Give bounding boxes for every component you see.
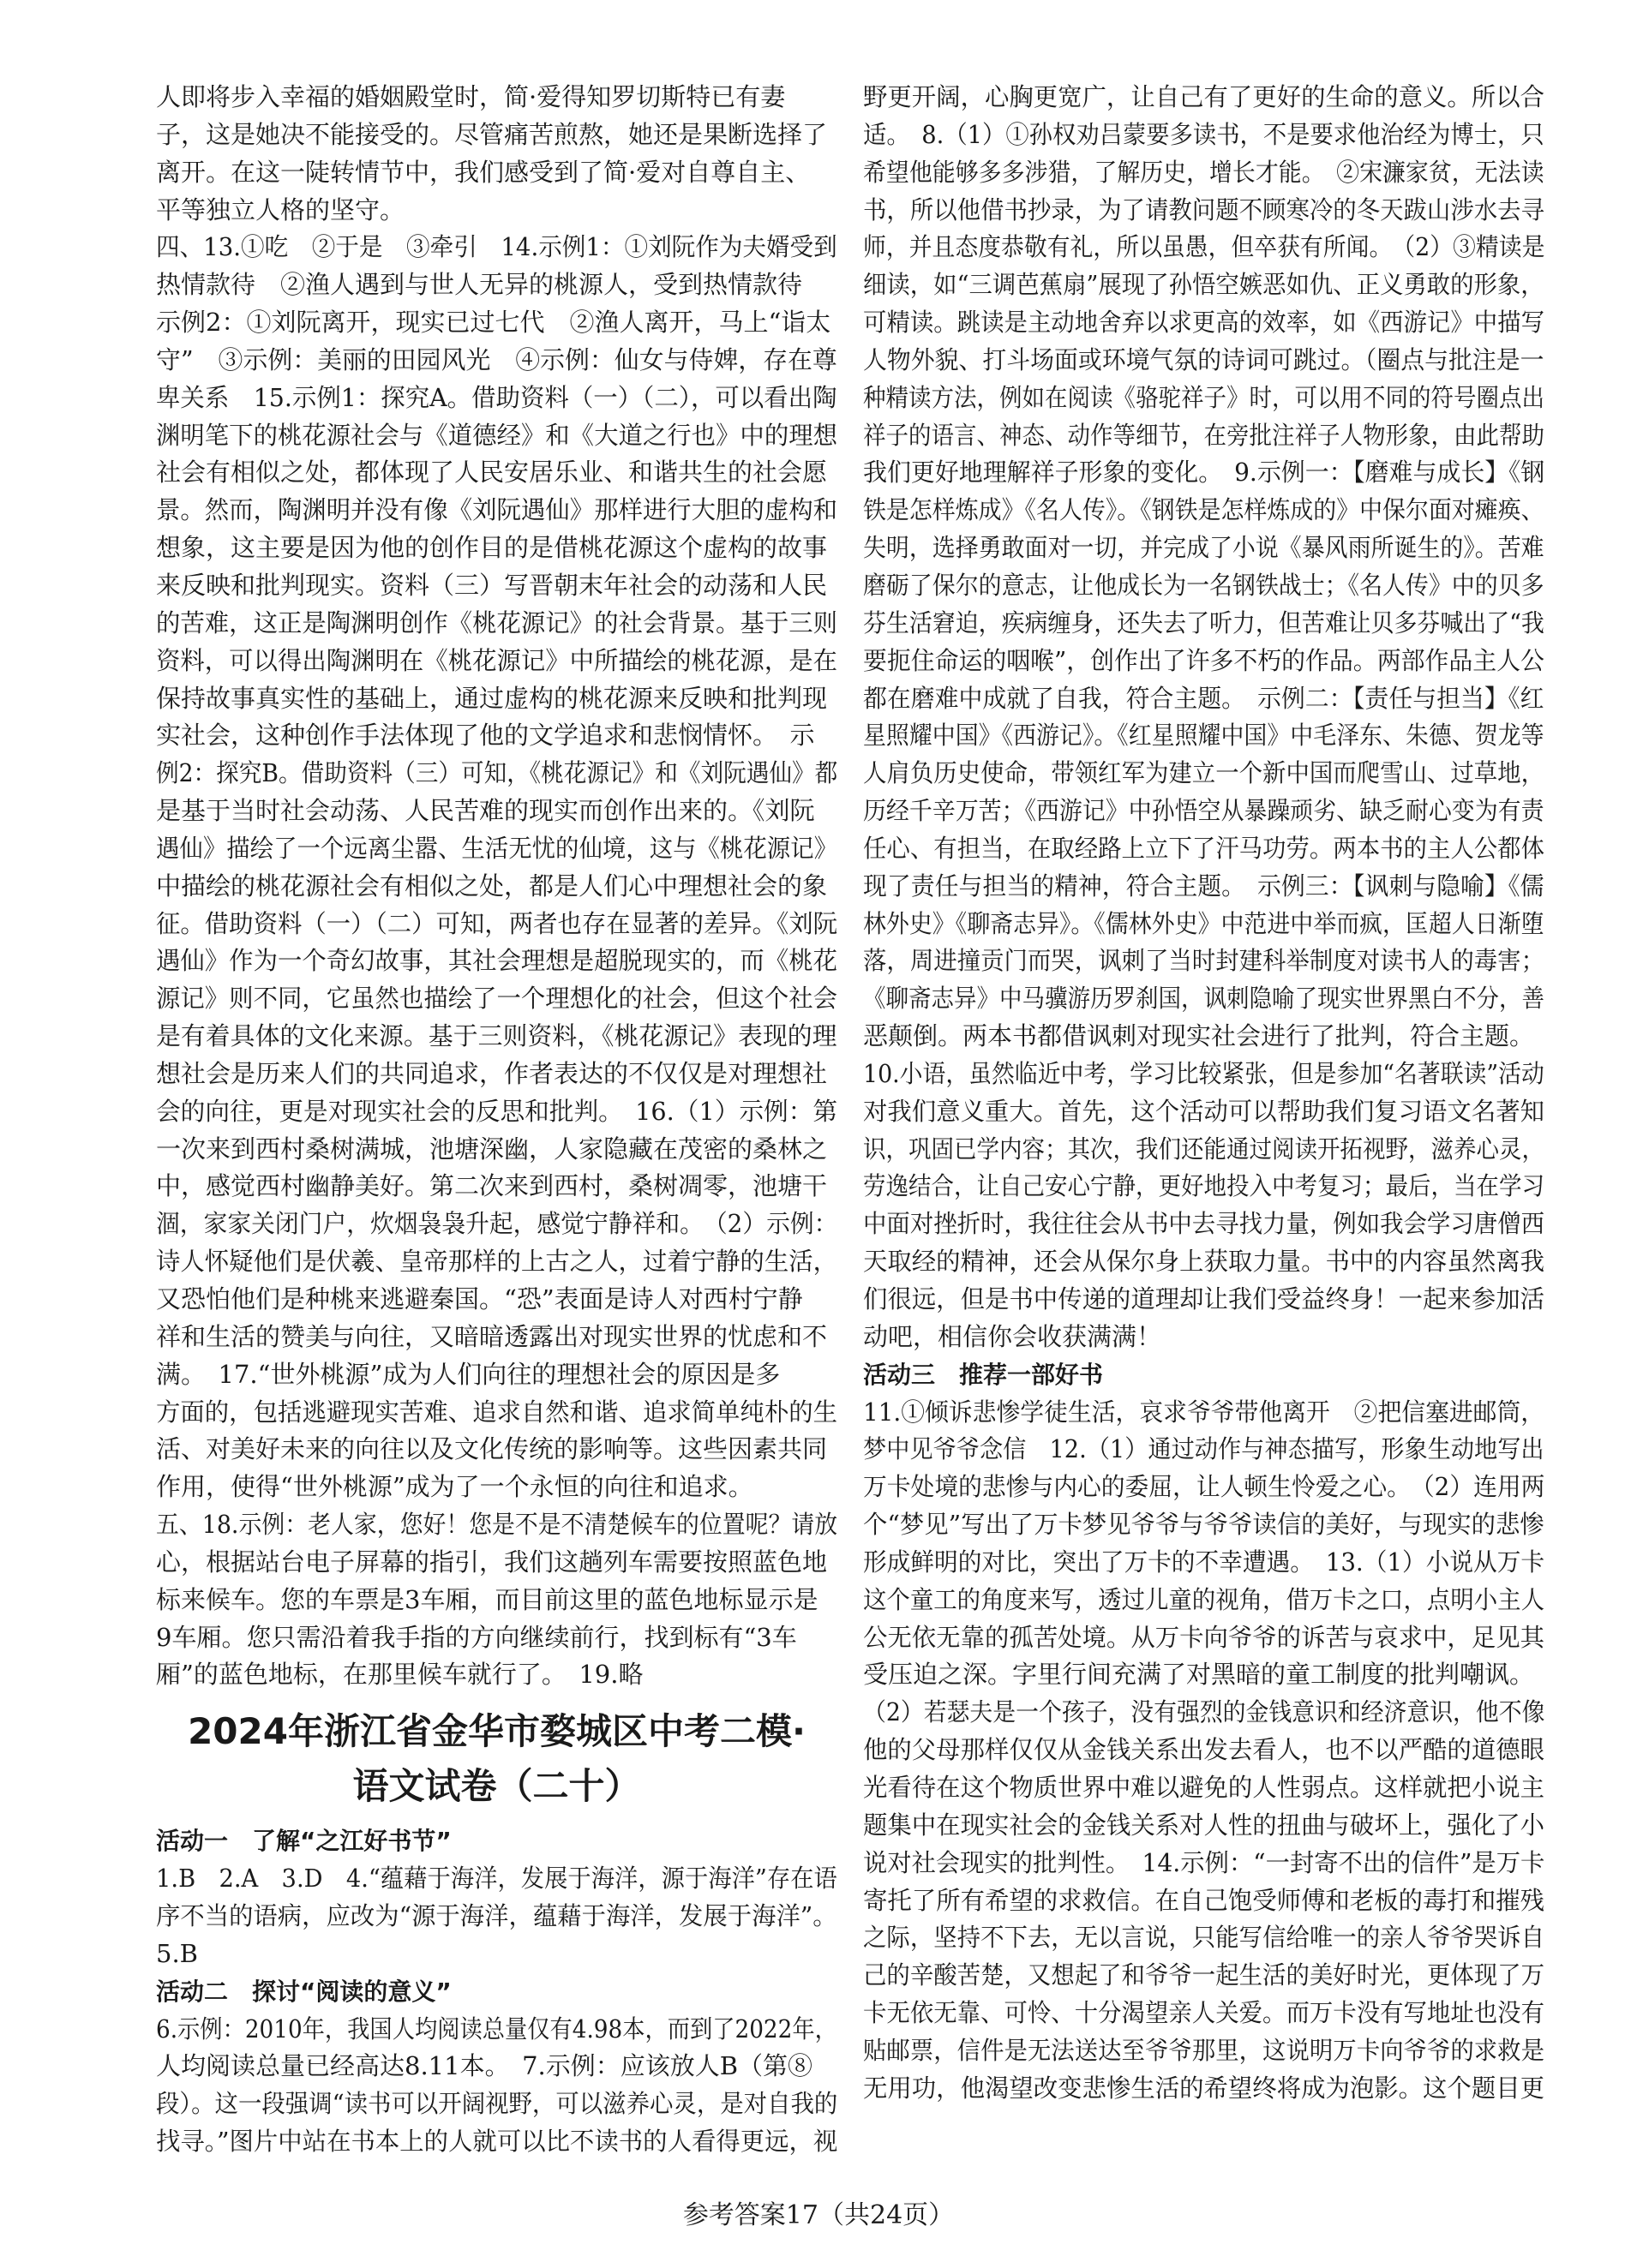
text-line: 社会有相似之处，都体现了人民安居乐业、和谐共生的社会愿 bbox=[156, 458, 828, 488]
activity-one-heading: 活动一 了解“之江好书节” bbox=[156, 1827, 452, 1856]
text-line: 寄托了所有希望的求救信。在自己饱受师傅和老板的毒打和摧残 bbox=[863, 1885, 1545, 1915]
activity-three-answers bbox=[863, 1394, 1544, 2108]
text-line: 活、对美好未来的向往以及文化传统的影响等。这些因素共同 bbox=[156, 1434, 828, 1464]
text-line: 的苦难，这正是陶渊明创作《桃花源记》的社会背景。基于三则 bbox=[156, 607, 838, 637]
text-line: 恶颠倒。两本书都借讽刺对现实社会进行了批判，符合主题。 bbox=[863, 1021, 1535, 1051]
right-column bbox=[863, 79, 1544, 2108]
text-line: 落，周进撞贡门而哭，讽刺了当时封建科举制度对读书人的毒害； bbox=[863, 946, 1545, 976]
text-line: 会的向往，更是对现实社会的反思和批判。 16.（1）示例：第 bbox=[156, 1096, 838, 1126]
text-line: 四、13.①吃 ②于是 ③牵引 14.示例1：①刘阮作为夫婿受到 bbox=[156, 232, 837, 262]
exam-title-line-1: 2024年浙江省金华市婺城区中考二模· bbox=[188, 1710, 806, 1753]
text-line: 己的辛酸苦楚，又想起了和爷爷一起生活的美好时光，更体现了万 bbox=[863, 1960, 1545, 1990]
text-line: 资料，可以得出陶渊明在《桃花源记》中所描绘的桃花源，是在 bbox=[156, 645, 838, 675]
page-footer: 参考答案17（共24页） bbox=[682, 2200, 955, 2230]
text-line: 源记》则不同，它虽然也描绘了一个理想化的社会，但这个社会 bbox=[156, 984, 838, 1014]
answer-block-section-four bbox=[156, 229, 837, 1506]
text-line: 动吧，相信你会收获满满！ bbox=[863, 1321, 1162, 1351]
text-line: 劳逸结合，让自己安心宁静，更好地投入中考复习；最后，当在学习 bbox=[863, 1171, 1545, 1201]
text-line: 满。 17.“世外桃源”成为人们向往的理想社会的原因是多 bbox=[156, 1359, 781, 1389]
text-line: 磨砺了保尔的意志，让他成长为一名钢铁战士；《名人传》中的贝多 bbox=[863, 570, 1544, 600]
text-line: 子，这是她决不能接受的。尽管痛苦煎熬，她还是果断选择了 bbox=[156, 119, 828, 149]
text-line: 离开。在这一陡转情节中，我们感受到了简·爱对自尊自主、 bbox=[156, 157, 811, 187]
text-line: 中，感觉西村幽静美好。第二次来到西村，桑树凋零，池塘干 bbox=[156, 1171, 828, 1201]
text-line: 我们更好地理解祥子形象的变化。 9.示例一：【磨难与成长】《钢 bbox=[863, 458, 1545, 488]
text-line: 1.B 2.A 3.D 4.“蕴藉于海洋，发展于海洋，源于海洋”存在语 bbox=[156, 1864, 837, 1894]
text-line: 9车厢。您只需沿着我手指的方向继续前行，找到标有“3车 bbox=[156, 1622, 797, 1652]
text-line: 天取经的精神，还会从保尔身上获取力量。书中的内容虽然离我 bbox=[863, 1247, 1545, 1277]
text-line: 芬生活窘迫，疾病缠身，还失去了听力，但苦难让贝多芬喊出了“我 bbox=[863, 607, 1544, 637]
text-line: 征。借助资料（一）（二）可知，两者也存在显著的差异。《刘阮 bbox=[156, 908, 838, 938]
text-line: 们很远，但是书中传递的道理却让我们受益终身！一起来参加活 bbox=[863, 1284, 1545, 1314]
activity-two-answers bbox=[156, 2011, 837, 2161]
text-line: 是基于当时社会动荡、人民苦难的现实而创作出来的。《刘阮 bbox=[156, 796, 815, 826]
text-line: 现了责任与担当的精神，符合主题。 示例三：【讽刺与隐喻】《儒 bbox=[863, 871, 1544, 901]
text-line: 诗人怀疑他们是伏羲、皇帝那样的上古之人，过着宁静的生活， bbox=[156, 1247, 838, 1277]
text-line: 想社会是历来人们的共同追求，作者表达的不仅仅是对理想社 bbox=[156, 1058, 828, 1088]
text-line: 希望他能够多多涉猎，了解历史，增长才能。 ②宋濂家贫，无法读 bbox=[863, 157, 1544, 187]
text-line: 作用，使得“世外桃源”成为了一个永恒的向往和追求。 bbox=[156, 1472, 753, 1502]
text-line: 林外史》《聊斋志异》。《儒林外史》中范进中举而疯，匡超人日渐堕 bbox=[863, 908, 1544, 938]
text-line: 人即将步入幸福的婚姻殿堂时，简·爱得知罗切斯特已有妻 bbox=[156, 82, 786, 111]
text-line: 祥子的语言、神态、动作等细节，在旁批注祥子人物形象，由此帮助 bbox=[863, 420, 1545, 450]
text-line: 五、18.示例：老人家，您好！您是不是不清楚候车的位置呢？请放 bbox=[156, 1510, 838, 1540]
text-line: 种精读方法，例如在阅读《骆驼祥子》时，可以用不同的符号圈点出 bbox=[863, 382, 1545, 412]
text-line: 序不当的语病，应改为“源于海洋，蕴藉于海洋，发展于海洋”。 bbox=[156, 1900, 837, 1930]
text-line: 涸，家家关闭门户，炊烟袅袅升起，感觉宁静祥和。 （2）示例： bbox=[156, 1209, 838, 1239]
text-line: 书，所以他借书抄录，为了请教问题不顾寒冷的冬天跋山涉水去寻 bbox=[863, 194, 1545, 224]
exam-title-line-2: 语文试卷（二十） bbox=[352, 1765, 641, 1808]
text-line: 说对社会现实的批判性。 14.示例：“一封寄不出的信件”是万卡 bbox=[863, 1847, 1545, 1877]
text-line: 梦中见爷爷念信 12.（1）通过动作与神态描写，形象生动地写出 bbox=[863, 1434, 1544, 1464]
text-line: 遇仙》描绘了一个远离尘嚣、生活无忧的仙境，这与《桃花源记》 bbox=[156, 833, 838, 863]
text-line: 《聊斋志异》中马骥游历罗刹国，讽刺隐喻了现实世界黑白不分，善 bbox=[863, 984, 1545, 1014]
text-line: 人均阅读总量已经高达8.11本。 7.示例：应该放人B（第⑧ bbox=[156, 2051, 813, 2081]
text-line: 实社会，这种创作手法体现了他的文学追求和悲悯情怀。 示 bbox=[156, 721, 815, 751]
text-line: 6.示例：2010年，我国人均阅读总量仅有4.98本，而到了2022年， bbox=[156, 2014, 837, 2044]
text-line: 中面对挫折时，我往往会从书中去寻找力量，例如我会学习唐僧西 bbox=[863, 1209, 1545, 1239]
text-line: 无用功，他渴望改变悲惨生活的希望终将成为泡影。这个题目更 bbox=[863, 2073, 1545, 2103]
text-line: 光看待在这个物质世界中难以避免的人性弱点。这样就把小说主 bbox=[863, 1772, 1545, 1802]
text-line: 卑关系 15.示例1：探究A。借助资料（一）（二），可以看出陶 bbox=[156, 382, 837, 412]
text-line: 都在磨难中成就了自我，符合主题。 示例二：【责任与担当】《红 bbox=[863, 683, 1544, 713]
text-line: 是有着具体的文化来源。基于三则资料，《桃花源记》表现的理 bbox=[156, 1021, 837, 1051]
text-line: （2）若瑟夫是一个孩子，没有强烈的金钱意识和经济意识，他不像 bbox=[863, 1697, 1545, 1727]
left-column bbox=[156, 79, 837, 2161]
text-line: 卡无依无靠、可怜、十分渴望亲人关爱。而万卡没有写地址也没有 bbox=[863, 1998, 1545, 2028]
answer-block-section-five bbox=[156, 1506, 837, 1694]
answer-block-jane-eyre bbox=[156, 79, 837, 229]
text-line: 师，并且态度恭敬有礼，所以虽愚，但卒获有所闻。 （2）③精读是 bbox=[863, 232, 1545, 262]
text-line: 心，根据站台电子屏幕的指引，我们这趟列车需要按照蓝色地 bbox=[156, 1547, 828, 1577]
text-line: 想象，这主要是因为他的创作目的是借桃花源这个虚构的故事 bbox=[156, 533, 828, 563]
text-line: 11.①倾诉悲惨学徒生活，哀求爷爷带他离开 ②把信塞进邮筒， bbox=[863, 1397, 1545, 1427]
text-line: 守” ③示例：美丽的田园风光 ④示例：仙女与侍婢，存在尊 bbox=[156, 344, 837, 374]
text-line: 这个童工的角度来写，透过儿童的视角，借万卡之口，点明小主人 bbox=[863, 1584, 1545, 1614]
text-line: 题集中在现实社会的金钱关系对人性的扭曲与破坏上，强化了小 bbox=[863, 1810, 1545, 1840]
text-line: 来反映和批判现实。资料（三）写晋朝末年社会的动荡和人民 bbox=[156, 570, 828, 600]
text-line: 又恐怕他们是种桃来逃避秦国。“恐”表面是诗人对西村宁静 bbox=[156, 1284, 803, 1314]
text-line: 贴邮票，信件是无法送达至爷爷那里，这说明万卡向爷爷的求救是 bbox=[863, 2035, 1545, 2065]
text-line: 厢”的蓝色地标，在那里候车就行了。 19.略 bbox=[156, 1660, 644, 1690]
text-line: 星照耀中国》《西游记》。《红星照耀中国》中毛泽东、朱德、贺龙等 bbox=[863, 721, 1544, 751]
text-line: 人肩负历史使命，带领红军为建立一个新中国而爬雪山、过草地， bbox=[863, 758, 1545, 788]
text-line: 5.B bbox=[156, 1938, 198, 1968]
text-line: 方面的，包括逃避现实苦难、追求自然和谐、追求简单纯朴的生 bbox=[156, 1397, 838, 1427]
text-line: 适。 8.（1）①孙权劝吕蒙要多读书，不是要求他治经为博士，只 bbox=[863, 119, 1544, 149]
text-line: 可精读。跳读是主动地舍弃以求更高的效率，如《西游记》中描写 bbox=[863, 308, 1545, 338]
text-line: 人物外貌、打斗场面或环境气氛的诗词可跳过。（圈点与批注是一 bbox=[863, 344, 1544, 374]
text-line: 公无依无靠的孤苦处境。从万卡向爷爷的诉苦与哀求中，足见其 bbox=[863, 1622, 1545, 1652]
text-line: 渊明笔下的桃花源社会与《道德经》和《大道之行也》中的理想 bbox=[156, 420, 838, 450]
answer-block-q10 bbox=[863, 1056, 1544, 1356]
activity-one-answers bbox=[156, 1860, 837, 1973]
text-line: 形成鲜明的对比，突出了万卡的不幸遭遇。 13.（1）小说从万卡 bbox=[863, 1547, 1545, 1577]
text-line: 找寻。”图片中站在书本上的人就可以比不读书的人看得更远，视 bbox=[156, 2127, 838, 2157]
text-line: 示例2：①刘阮离开，现实已过七代 ②渔人离开，马上“诣太 bbox=[156, 308, 831, 338]
text-line: 例2：探究B。借助资料（三）可知，《桃花源记》和《刘阮遇仙》都 bbox=[156, 758, 838, 788]
text-line: 识，巩固已学内容；其次，我们还能通过阅读开拓视野，滋养心灵， bbox=[863, 1134, 1545, 1164]
text-line: 之际，坚持不下去，无以言说，只能写信给唯一的亲人爷爷哭诉自 bbox=[863, 1923, 1545, 1953]
text-line: 受压迫之深。字里行间充满了对黑暗的童工制度的批判嘲讽。 bbox=[863, 1660, 1535, 1690]
text-line: 遇仙》作为一个奇幻故事，其社会理想是超脱现实的，而《桃花 bbox=[156, 946, 838, 976]
text-line: 失明，选择勇敢面对一切，并完成了小说《暴风雨所诞生的》。苦难 bbox=[863, 533, 1544, 563]
text-line: 对我们意义重大。首先，这个活动可以帮助我们复习语文名著知 bbox=[863, 1096, 1545, 1126]
text-line: 景。然而，陶渊明并没有像《刘阮遇仙》那样进行大胆的虚构和 bbox=[156, 495, 838, 525]
exam-title bbox=[156, 1704, 837, 1814]
text-line: 万卡处境的悲惨与内心的委屈，让人顿生怜爱之心。 （2）连用两 bbox=[863, 1472, 1545, 1502]
text-line: 任心、有担当，在取经路上立下了汗马功劳。两本书的主人公都体 bbox=[863, 833, 1545, 863]
text-line: 他的父母那样仅仅从金钱关系出发去看人，也不以严酷的道德眼 bbox=[863, 1735, 1545, 1765]
activity-two-heading: 活动二 探讨“阅读的意义” bbox=[156, 1977, 452, 2006]
activity-three-heading: 活动三 推荐一部好书 bbox=[863, 1360, 1104, 1389]
text-line: 标来候车。您的车票是3车厢，而目前这里的蓝色地标显示是 bbox=[156, 1584, 818, 1614]
text-line: 平等独立人格的坚守。 bbox=[156, 194, 405, 224]
text-line: 一次来到西村桑树满城，池塘深幽，人家隐藏在茂密的桑林之 bbox=[156, 1134, 828, 1164]
text-line: 段）。这一段强调“读书可以开阔视野，可以滋养心灵，是对自我的 bbox=[156, 2089, 838, 2119]
text-line: 要扼住命运的咽喉”，创作出了许多不朽的作品。两部作品主人公 bbox=[863, 645, 1544, 675]
text-line: 10.小语，虽然临近中考，学习比较紧张，但是参加“名著联读”活动 bbox=[863, 1058, 1544, 1088]
text-line: 热情款待 ②渔人遇到与世人无异的桃源人，受到热情款待 bbox=[156, 270, 803, 300]
text-line: 野更开阔，心胸更宽广，让自己有了更好的生命的意义。所以合 bbox=[863, 82, 1545, 111]
text-line: 铁是怎样炼成》《名人传》。《钢铁是怎样炼成的》中保尔面对瘫痪、 bbox=[863, 495, 1544, 525]
answer-block-reading-methods bbox=[863, 79, 1544, 1056]
text-line: 中描绘的桃花源社会有相似之处，都是人们心中理想社会的象 bbox=[156, 871, 828, 901]
text-line: 祥和生活的赞美与向往，又暗暗透露出对现实世界的忧虑和不 bbox=[156, 1321, 828, 1351]
text-line: 细读，如“三调芭蕉扇”展现了孙悟空嫉恶如仇、正义勇敢的形象， bbox=[863, 270, 1544, 300]
text-line: 历经千辛万苦；《西游记》中孙悟空从暴躁顽劣、缺乏耐心变为有责 bbox=[863, 796, 1544, 826]
text-line: 个“梦见”写出了万卡梦见爷爷与爷爷读信的美好，与现实的悲惨 bbox=[863, 1510, 1544, 1540]
text-line: 保持故事真实性的基础上，通过虚构的桃花源来反映和批判现 bbox=[156, 683, 828, 713]
